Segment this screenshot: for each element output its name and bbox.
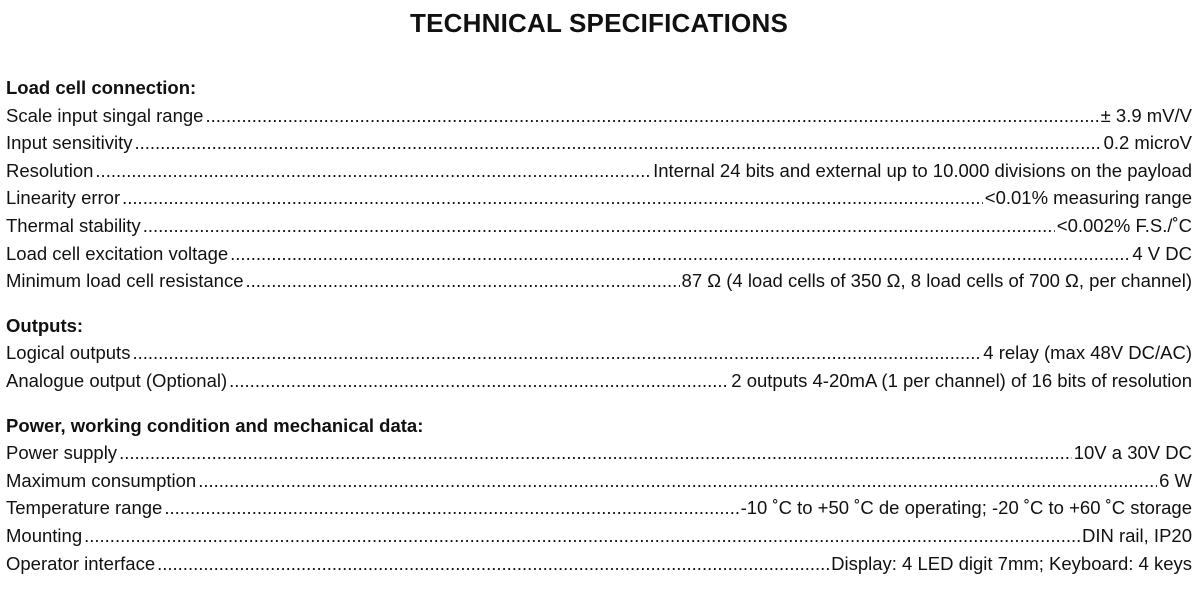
spec-value: 6 W	[1159, 469, 1192, 491]
dot-leader	[164, 494, 738, 522]
section-heading: Load cell connection:	[6, 77, 197, 98]
dot-leader	[246, 267, 680, 295]
spec-row	[6, 550, 1192, 578]
spec-value: DIN rail, IP20	[1081, 524, 1192, 546]
spec-label: Linearity error	[6, 187, 121, 209]
spec-row	[6, 339, 1192, 367]
section-power-mechanical	[6, 412, 1192, 578]
spec-label: Power supply	[6, 442, 118, 464]
page-title: TECHNICAL SPECIFICATIONS	[410, 8, 788, 38]
spec-row	[6, 267, 1192, 295]
dot-leader	[122, 184, 983, 212]
spec-value: ± 3.9 mV/V	[1100, 104, 1192, 126]
dot-leader	[157, 550, 829, 578]
dot-leader	[205, 102, 1098, 130]
dot-leader	[84, 522, 1080, 550]
spec-label: Load cell excitation voltage	[6, 242, 229, 264]
spec-label: Input sensitivity	[6, 132, 133, 154]
spec-value: 4 relay (max 48V DC/AC)	[983, 342, 1192, 364]
spec-value: 87 Ω (4 load cells of 350 Ω, 8 load cells of 700 Ω, per channel)	[681, 270, 1192, 292]
spec-value: 10V a 30V DC	[1073, 442, 1192, 464]
spec-row	[6, 494, 1192, 522]
spec-row	[6, 367, 1192, 395]
spec-row	[6, 439, 1192, 467]
spec-row	[6, 157, 1192, 185]
spec-label: Thermal stability	[6, 214, 141, 236]
dot-leader	[229, 367, 729, 395]
spec-value: Display: 4 LED digit 7mm; Keyboard: 4 keys	[831, 552, 1192, 574]
dot-leader	[132, 339, 981, 367]
spec-row	[6, 102, 1192, 130]
section-load-cell-connection	[6, 74, 1192, 295]
section-heading: Power, working condition and mechanical data:	[6, 414, 424, 436]
spec-label: Logical outputs	[6, 342, 131, 364]
spec-label: Minimum load cell resistance	[6, 270, 244, 292]
spec-label: Operator interface	[6, 552, 156, 574]
spec-label: Analogue output (Optional)	[6, 369, 228, 391]
dot-leader	[230, 240, 1130, 268]
dot-leader	[95, 157, 651, 185]
spec-label: Maximum consumption	[6, 469, 197, 491]
dot-leader	[119, 439, 1072, 467]
spec-row	[6, 129, 1192, 157]
dot-leader	[143, 212, 1055, 240]
spec-row	[6, 212, 1192, 240]
spec-row	[6, 467, 1192, 495]
section-heading: Outputs:	[6, 314, 84, 336]
spec-label: Temperature range	[6, 497, 163, 519]
dot-leader	[198, 467, 1157, 495]
spec-value: -10 ˚C to +50 ˚C de operating; -20 ˚C to +60 ˚C storage	[740, 497, 1192, 519]
spec-label: Scale input singal range	[6, 104, 204, 126]
spec-label: Resolution	[6, 159, 94, 181]
spec-value: 0.2 microV	[1103, 132, 1192, 154]
section-outputs	[6, 312, 1192, 395]
spec-value: 4 V DC	[1132, 242, 1192, 264]
spec-value: <0.01% measuring range	[984, 187, 1192, 209]
spec-row	[6, 184, 1192, 212]
spec-value: 2 outputs 4-20mA (1 per channel) of 16 bits of resolution	[731, 369, 1192, 391]
spec-row	[6, 522, 1192, 550]
spec-label: Mounting	[6, 524, 83, 546]
spec-row	[6, 240, 1192, 268]
dot-leader	[134, 129, 1101, 157]
spec-value: Internal 24 bits and external up to 10.000 divisions on the payload	[653, 159, 1192, 181]
spec-value: <0.002% F.S./˚C	[1056, 214, 1192, 236]
